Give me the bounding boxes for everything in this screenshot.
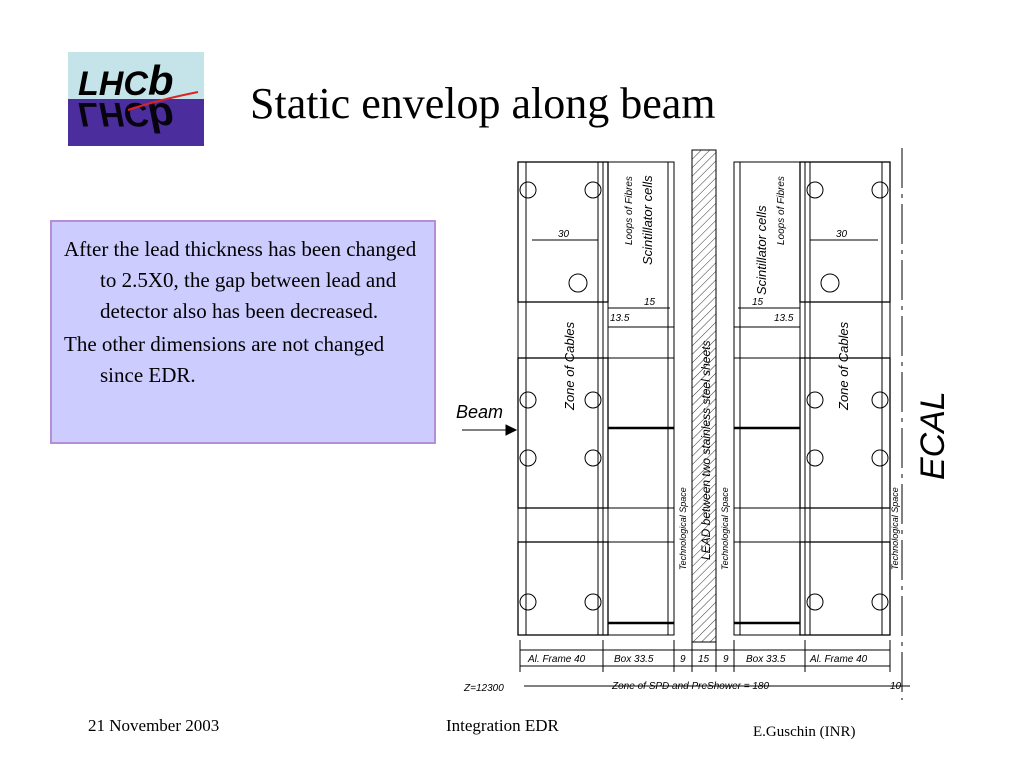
- lhcb-logo: [68, 52, 204, 146]
- tech-space-left: Technological Space: [678, 487, 688, 570]
- dim-15-left: 15: [644, 297, 656, 308]
- dim-13-5-left: 13.5: [610, 313, 630, 324]
- text-box: [50, 220, 436, 444]
- svg-text:LHCb: LHCb: [78, 94, 174, 141]
- footer-date: 21 November 2003: [88, 716, 220, 735]
- technical-drawing: [448, 140, 954, 700]
- paragraph-2: The other dimensions are not changed since EDR.: [64, 332, 385, 387]
- loops-right: Loops of Fibres: [776, 176, 787, 245]
- loops-left: Loops of Fibres: [624, 176, 635, 245]
- dim-30-left: 30: [558, 229, 570, 240]
- tech-space-right: Technological Space: [890, 487, 900, 570]
- slide-title: Static envelop along beam: [250, 79, 716, 128]
- dim-al-frame-right: Al. Frame 40: [810, 654, 868, 665]
- dim-al-frame-left: Al. Frame 40: [528, 654, 586, 665]
- dim-gap-left: 9: [680, 654, 686, 665]
- dim-15-right: 15: [752, 297, 764, 308]
- footer-author: E.Guschin (INR): [753, 724, 856, 740]
- dim-13-5-right: 13.5: [774, 313, 794, 324]
- scint-right: Scintillator cells: [754, 205, 769, 295]
- dim-gap-right: 9: [723, 654, 729, 665]
- scint-left: Scintillator cells: [640, 175, 655, 265]
- dim-lead: 15: [698, 654, 710, 665]
- svg-text:LHCb: LHCb: [78, 57, 174, 104]
- tech-space-mid: Technological Space: [720, 487, 730, 570]
- lead-label: LEAD between two stainless steel sheets: [699, 340, 713, 560]
- zone-cables-right: Zone of Cables: [836, 321, 851, 410]
- ecal-label: ECAL: [914, 391, 952, 480]
- dim-box-right: Box 33.5: [746, 654, 786, 665]
- paragraph-1: After the lead thickness has been changed to 2.5X0, the gap between lead and detector also has been decreased.: [64, 237, 417, 323]
- beam-label: Beam: [456, 402, 504, 422]
- z-label: Z=12300: [464, 683, 504, 694]
- dim-box-left: Box 33.5: [614, 654, 654, 665]
- footer-center: Integration EDR: [446, 716, 559, 735]
- zone-cables-left: Zone of Cables: [562, 321, 577, 410]
- zone-spd-label: Zone of SPD and PreShower = 180: [612, 681, 770, 692]
- dim-10: 10: [890, 681, 902, 692]
- dim-30-right: 30: [836, 229, 848, 240]
